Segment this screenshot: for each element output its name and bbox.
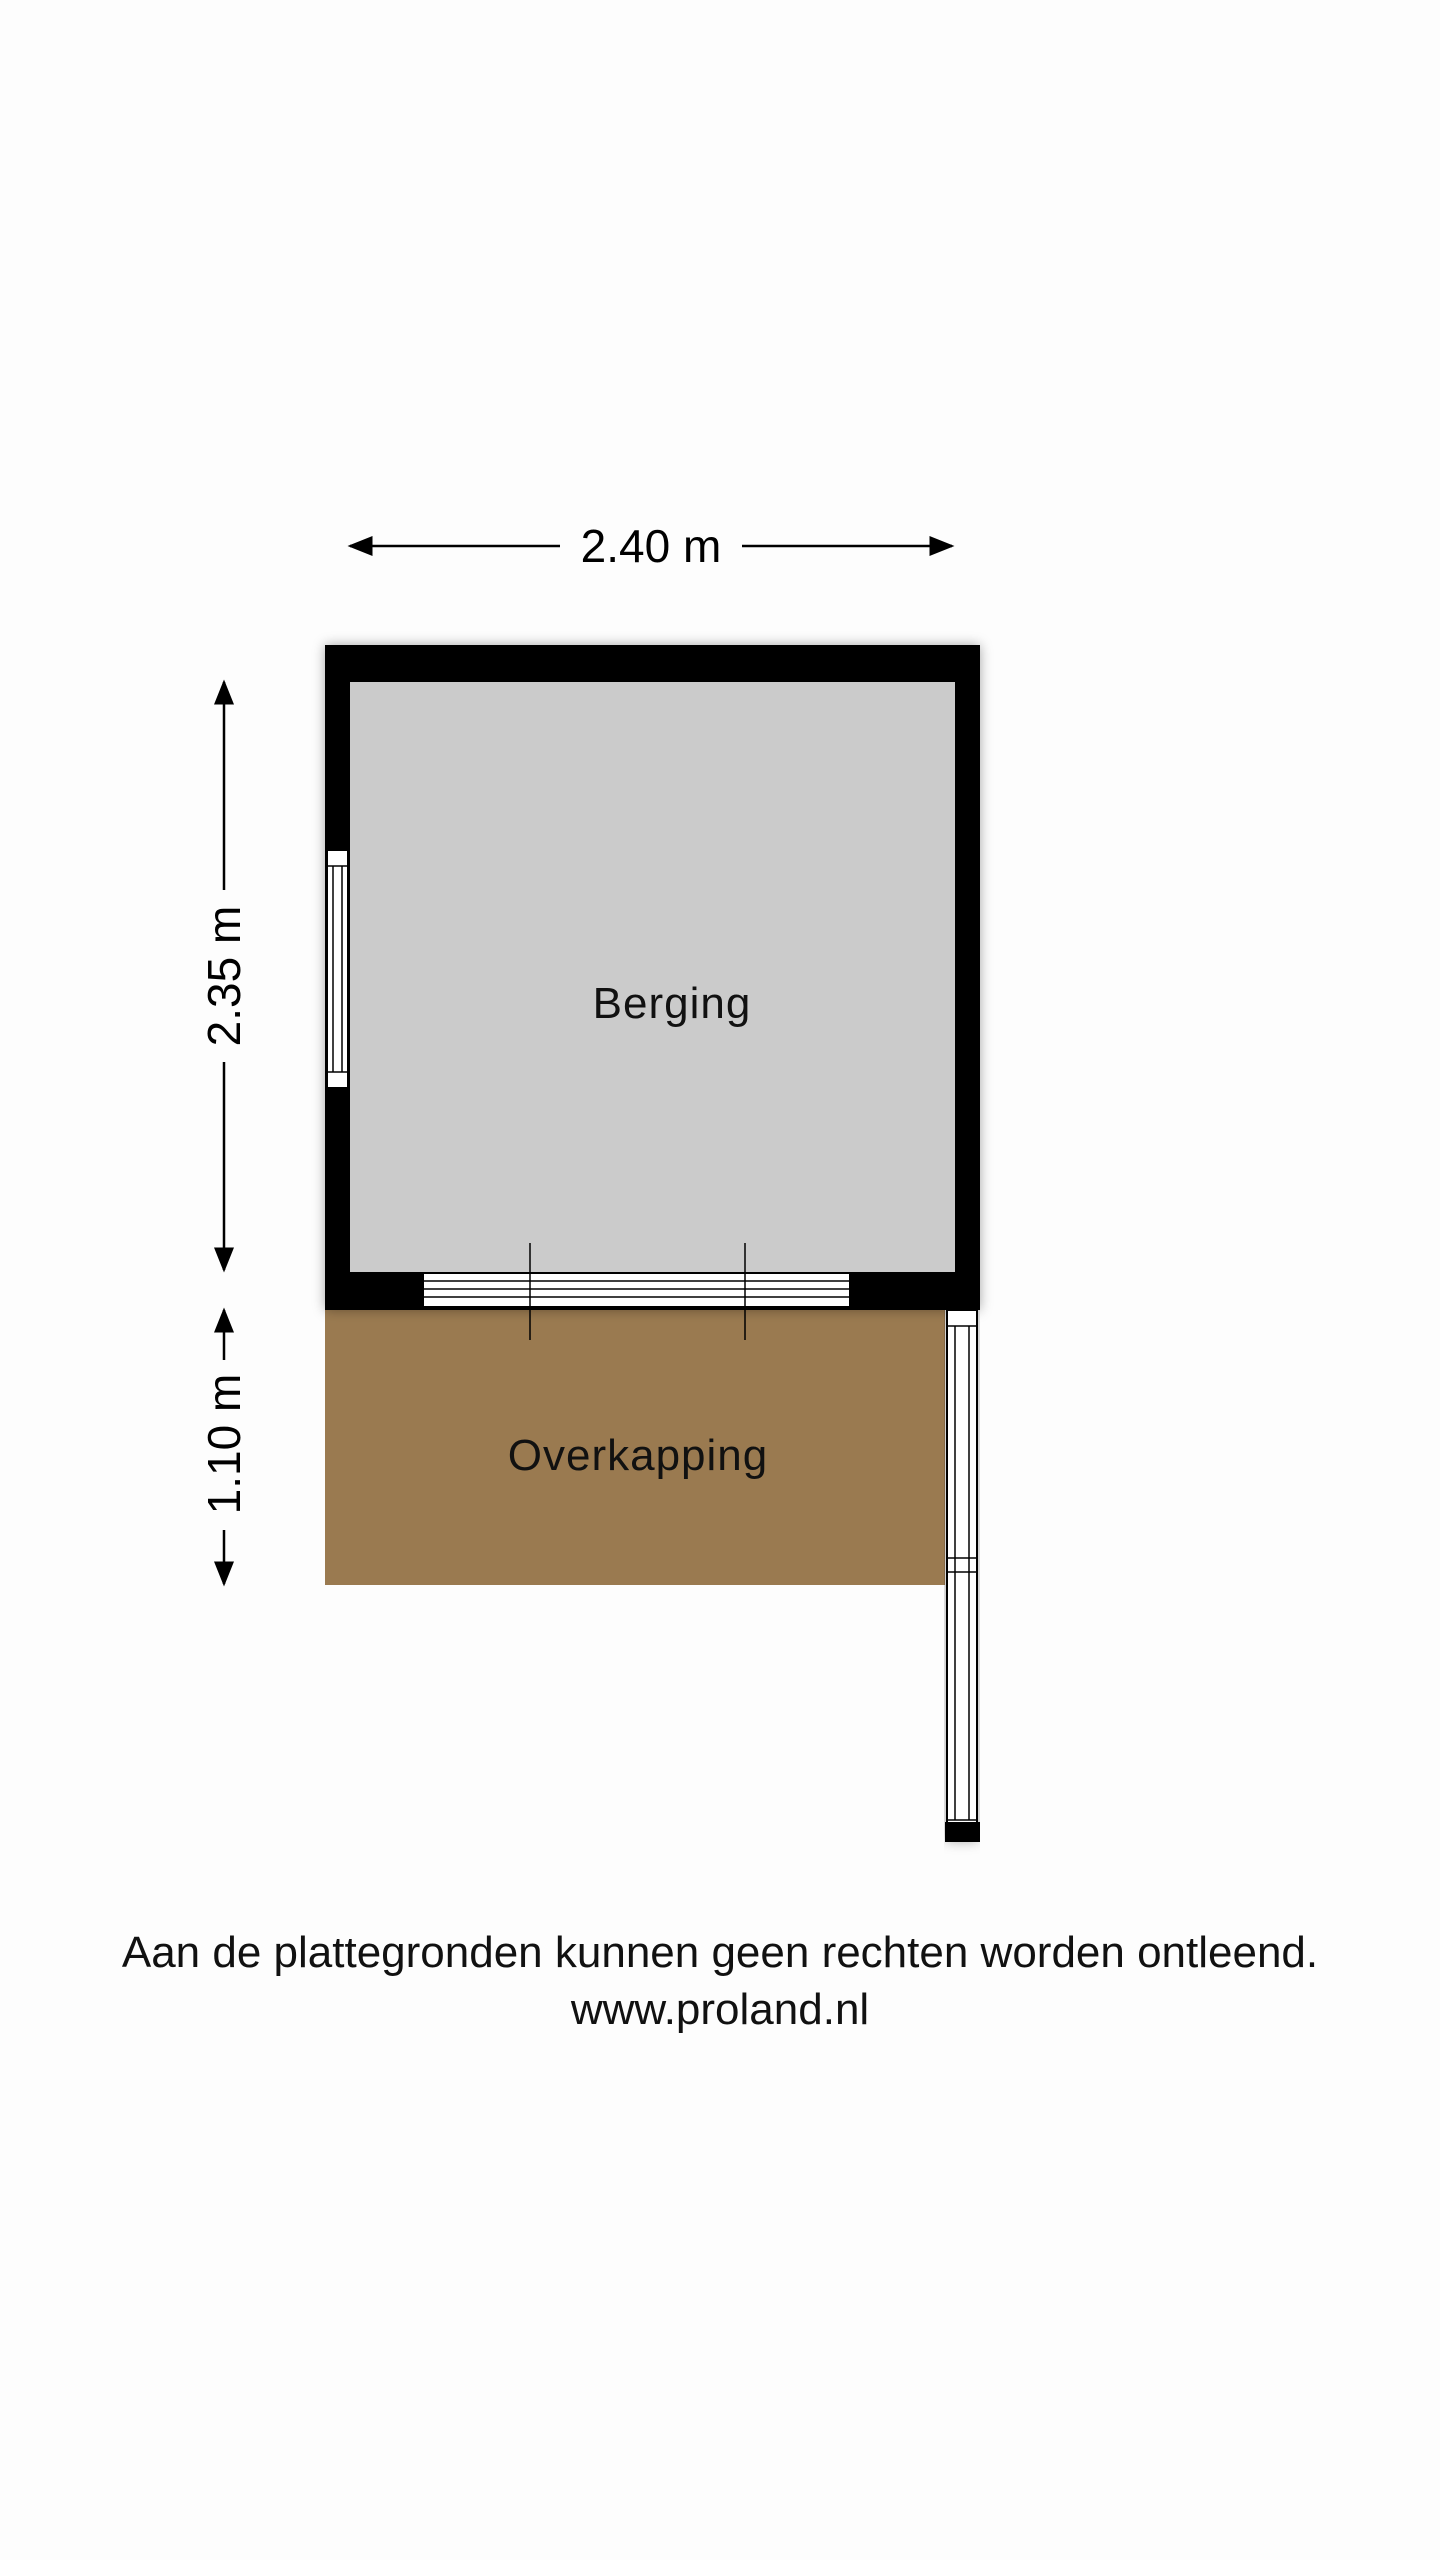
website-link[interactable]: www.proland.nl <box>570 1985 870 2034</box>
side-glass-wall <box>945 1310 980 1842</box>
disclaimer-text: Aan de plattegronden kunnen geen rechten worden ontleend. <box>121 1928 1319 1977</box>
covered-depth-label: 1.10 m <box>198 1373 250 1515</box>
left-window <box>327 850 348 1088</box>
height-label: 2.35 m <box>198 905 250 1047</box>
room-label-overkapping: Overkapping <box>507 1431 769 1480</box>
dimension-height <box>198 682 250 1270</box>
width-label: 2.40 m <box>580 520 722 572</box>
berging-floor <box>350 682 955 1272</box>
dimension-covered-depth <box>198 1310 250 1584</box>
room-label-berging: Berging <box>592 979 752 1028</box>
dimension-width <box>350 520 952 572</box>
